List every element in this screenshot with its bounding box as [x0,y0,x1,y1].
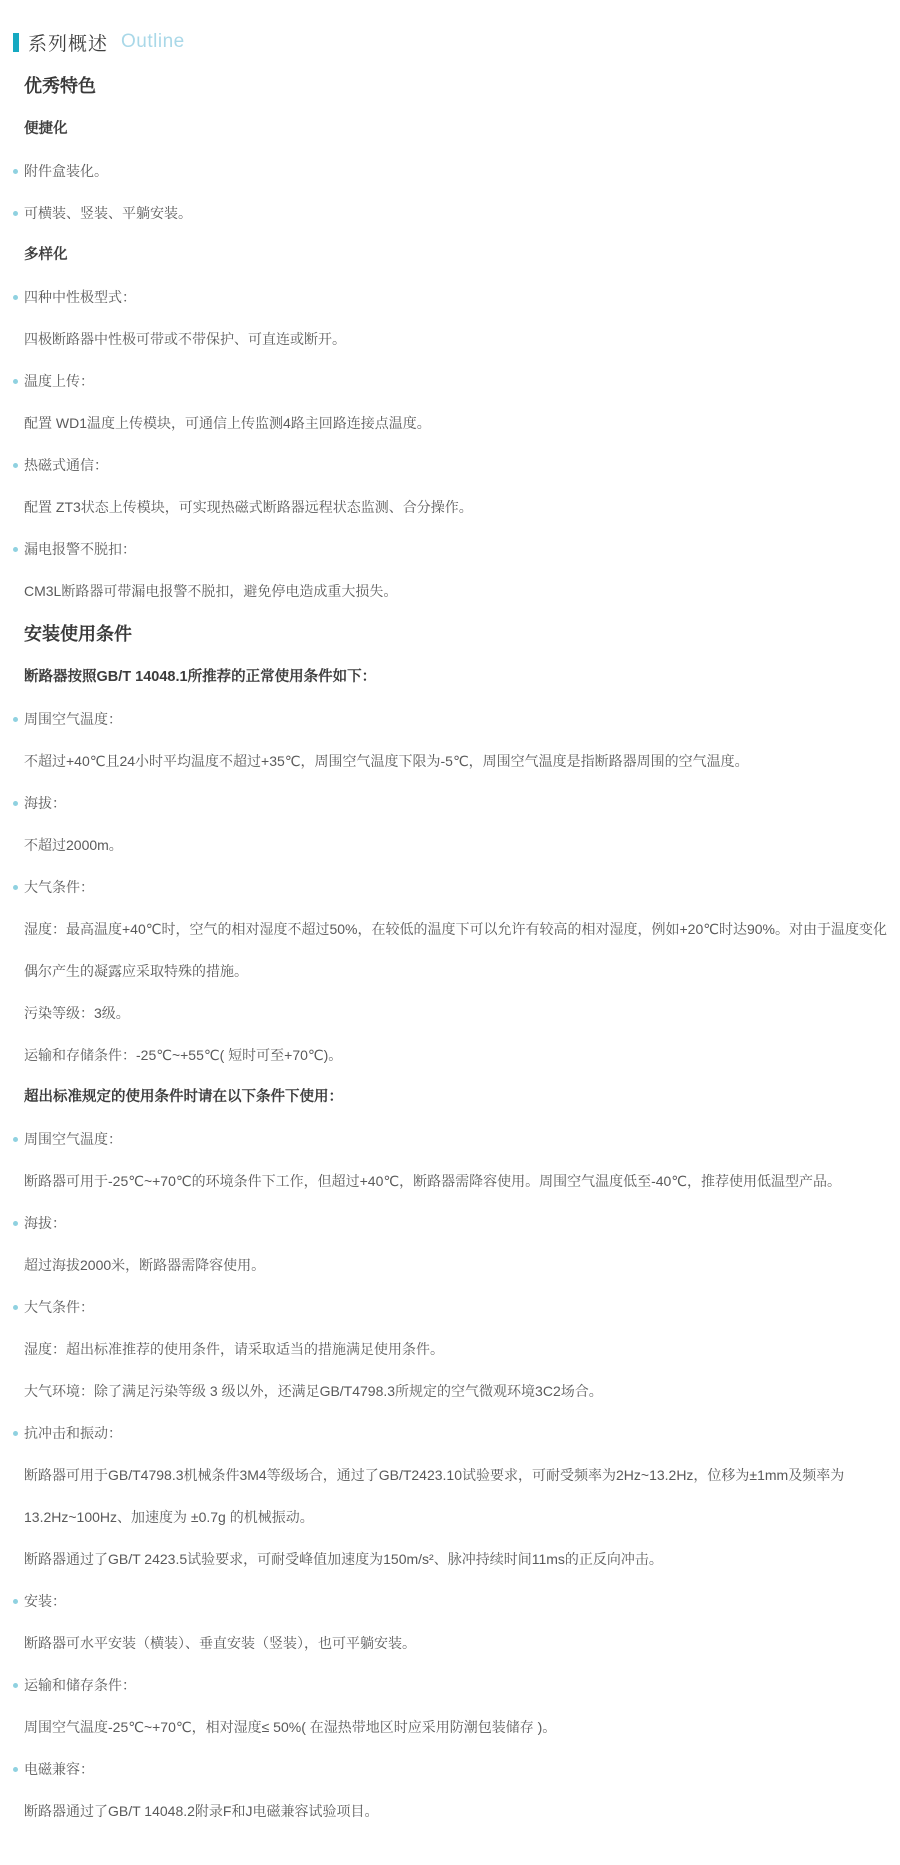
paragraph: 周围空气温度-25℃~+70℃，相对湿度≤ 50%( 在湿热带地区时应采用防潮包装储存 )。 [24,1719,557,1735]
section-heading: 优秀特色 [24,76,96,96]
section-heading: 安装使用条件 [24,624,132,644]
bullet-dot-icon [13,295,18,300]
bullet-dot-icon [13,1221,18,1226]
bullet-item [0,150,900,192]
bullet-dot-icon [13,169,18,174]
bold-paragraph: 断路器按照GB/T 14048.1所推荐的正常使用条件如下： [24,669,377,685]
paragraph: 断路器通过了GB/T 2423.5试验要求，可耐受峰值加速度为150m/s²、脉冲持续时间11ms的正反向冲击。 [24,1551,663,1567]
bullet-text: 漏电报警不脱扣： [24,541,136,557]
bullet-item [0,782,900,824]
bullet-text: 大气条件： [24,879,94,895]
bullet-text: 周围空气温度： [24,711,122,727]
bullet-text: 附件盒装化。 [24,163,108,179]
bullet-dot-icon [13,1305,18,1310]
bullet-item [0,1286,900,1328]
paragraph: 四极断路器中性极可带或不带保护、可直连或断开。 [24,331,346,347]
accent-bar-icon [13,33,19,52]
paragraph: 不超过+40℃且24小时平均温度不超过+35℃，周围空气温度下限为-5℃，周围空气温度是指断路器周围的空气温度。 [24,753,749,769]
bullet-item [0,444,900,486]
bullet-item [0,360,900,402]
sub-heading: 多样化 [24,247,68,263]
page-title: 系列概述 [28,33,109,55]
bullet-text: 热磁式通信： [24,457,108,473]
paragraph: 配置 ZT3状态上传模块，可实现热磁式断路器远程状态监测、合分操作。 [24,499,473,515]
paragraph: 污染等级：3级。 [24,1005,130,1021]
bullet-dot-icon [13,1431,18,1436]
paragraph: 配置 WD1温度上传模块，可通信上传监测4路主回路连接点温度。 [24,415,431,431]
bullet-dot-icon [13,1599,18,1604]
bullet-item [0,276,900,318]
sub-heading: 便捷化 [24,121,68,137]
bullet-dot-icon [13,211,18,216]
bullet-text: 大气条件： [24,1299,94,1315]
paragraph: 湿度：超出标准推荐的使用条件，请采取适当的措施满足使用条件。 [24,1341,444,1357]
bullet-item [0,1748,900,1790]
paragraph: 断路器通过了GB/T 14048.2附录F和J电磁兼容试验项目。 [24,1803,379,1819]
bullet-item [0,1118,900,1160]
bullet-item [0,698,900,740]
bullet-text: 安装： [24,1593,66,1609]
bullet-text: 抗冲击和振动： [24,1425,122,1441]
section-header [13,30,900,54]
paragraph: 大气环境：除了满足污染等级 3 级以外，还满足GB/T4798.3所规定的空气微观环境3C2场合。 [24,1383,603,1399]
bullet-item [0,1412,900,1454]
bullet-dot-icon [13,801,18,806]
bullet-dot-icon [13,1767,18,1772]
paragraph: 断路器可用于-25℃~+70℃的环境条件下工作，但超过+40℃，断路器需降容使用。周围空气温度低至-40℃，推荐使用低温型产品。 [24,1173,842,1189]
bullet-dot-icon [13,1137,18,1142]
bullet-text: 电磁兼容： [24,1761,94,1777]
bullet-item [0,528,900,570]
bullet-text: 可横装、竖装、平躺安装。 [24,205,192,221]
bold-paragraph: 超出标准规定的使用条件时请在以下条件下使用： [24,1089,343,1105]
paragraph: 湿度：最高温度+40℃时，空气的相对湿度不超过50%，在较低的温度下可以允许有较高的相对湿度，例如+20℃时达90%。对由于温度变化偶尔产生的凝露应采取特殊的措施。 [24,921,887,979]
paragraph: 运输和存储条件：-25℃~+55℃( 短时可至+70℃)。 [24,1047,343,1063]
bullet-item [0,1202,900,1244]
paragraph: 超过海拔2000米，断路器需降容使用。 [24,1257,266,1273]
paragraph: 断路器可水平安装（横装）、垂直安装（竖装），也可平躺安装。 [24,1635,416,1651]
bullet-dot-icon [13,463,18,468]
bullet-item [0,1580,900,1622]
bullet-text: 温度上传： [24,373,94,389]
content [0,64,900,1832]
bullet-text: 四种中性极型式： [24,289,136,305]
page-subtitle: Outline [121,31,185,52]
bullet-text: 运输和储存条件： [24,1677,136,1693]
bullet-text: 海拔： [24,1215,66,1231]
bullet-item [0,192,900,234]
bullet-dot-icon [13,885,18,890]
paragraph: 断路器可用于GB/T4798.3机械条件3M4等级场合，通过了GB/T2423.10试验要求，可耐受频率为2Hz~13.2Hz，位移为±1mm及频率为13.2Hz~100Hz、加速度为 ±0.7g 的机械振动。 [24,1467,845,1525]
bullet-dot-icon [13,1683,18,1688]
bullet-text: 周围空气温度： [24,1131,122,1147]
bullet-item [0,1664,900,1706]
bullet-item [0,866,900,908]
bullet-dot-icon [13,379,18,384]
paragraph: CM3L断路器可带漏电报警不脱扣，避免停电造成重大损失。 [24,583,398,599]
paragraph: 不超过2000m。 [24,837,123,853]
bullet-text: 海拔： [24,795,66,811]
bullet-dot-icon [13,717,18,722]
bullet-dot-icon [13,547,18,552]
